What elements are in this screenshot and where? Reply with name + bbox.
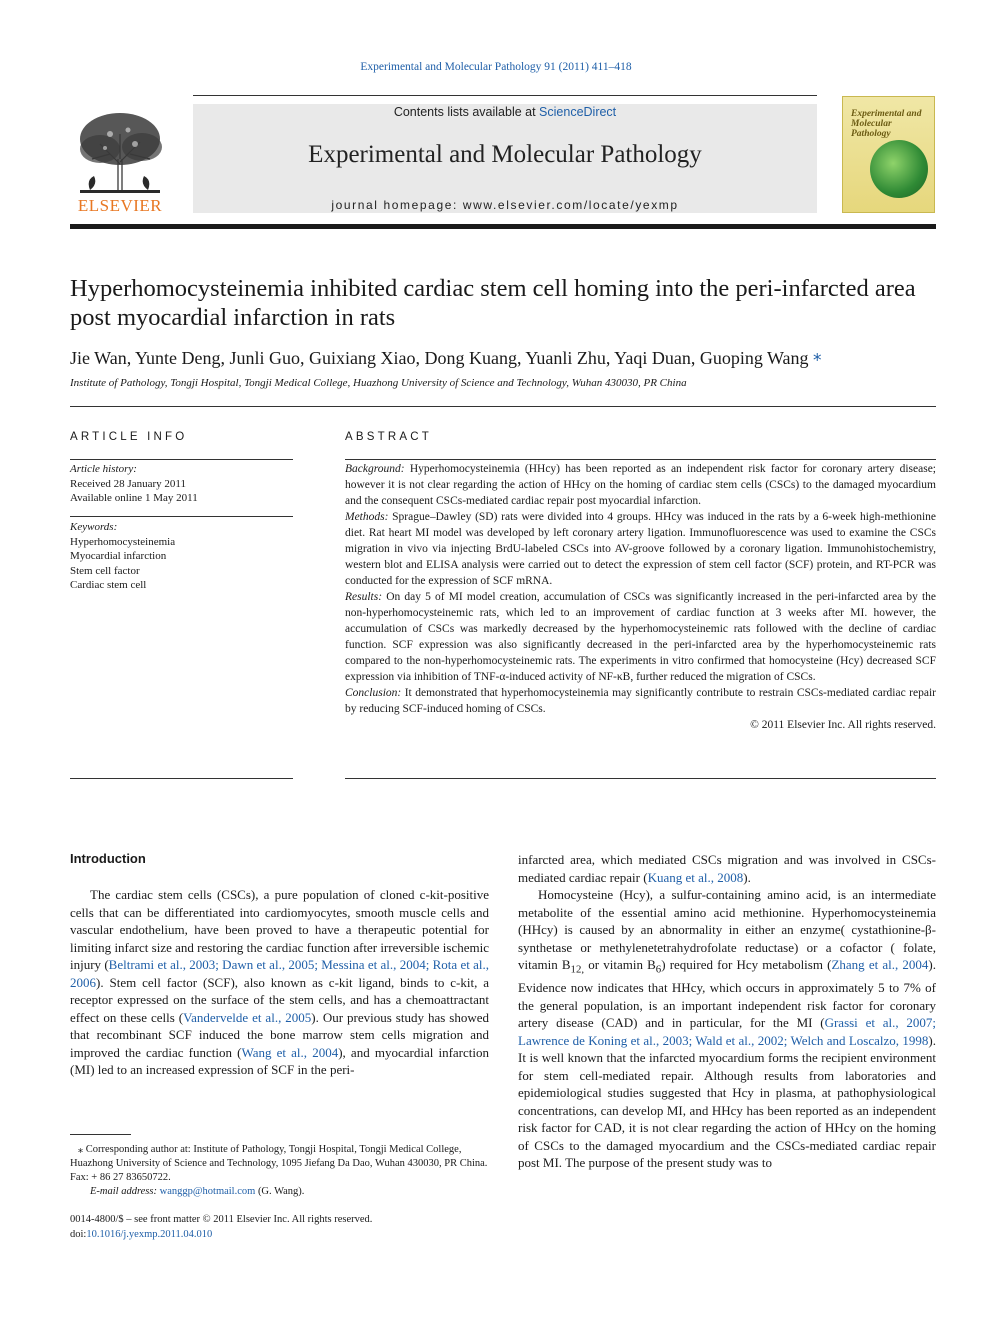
header-thick-rule (70, 224, 936, 229)
keyword: Myocardial infarction (70, 550, 167, 562)
intro-paragraph-2: Homocysteine (Hcy), a sulfur-containing amino acid, is an intermediate metabolite of the essential amino acid methionine. Hyperhomocysteinemia (HHcy) is caused by an abnormality in either an enzyme( cystathionine-β-synthetase or methylenetetrahydrofolate reductase) or a cofactor ( folate, vitamin $B_{12,}$ or vitamin $B_6$) required for Hcy metabolism (Zhang et al., 2004). Evidence now indicates that HHcy, which occurs in approximately 5 to 7% of the general population, is an important independent risk factor for coronary artery disease (CAD) and in particular, for the MI (Grassi et al., 2007; Lawrence de Koning et al., 2003; Wald et al., 2002; Welch and Loscalzo, 1998). It is well known that the infarcted myocardium forms the recipient environment for stem cell-mediated repair. Although results from laboratories and epidemiological studies suggested that Hcy in plasma, at pathophysiological concentrations, can develop MI, and HHcy has been reported as an independent risk factor for CAD, it is not clear regarding the action of HHcy on the homing of CSCs to the damaged myocardium and the CSCs-mediated cardiac repair post MI. The purpose of the present study was to (518, 887, 936, 1171)
article-info-heading: ARTICLE INFO (70, 431, 188, 443)
publisher-name: ELSEVIER (77, 196, 163, 215)
contents-line (193, 105, 817, 119)
contents-prefix: Contents lists available at (393, 105, 540, 119)
citation-link[interactable]: Grassi et al., 2007; Lawrence de Koning et al., 2003; Wald et al., 2002; Welch and Loscalzo, 1998 (518, 1015, 936, 1048)
abstract-copyright: © 2011 Elsevier Inc. All rights reserved. (750, 719, 936, 731)
introduction-heading: Introduction (70, 851, 146, 866)
keywords-block (70, 520, 293, 593)
results-label: Results: (345, 591, 383, 603)
keyword: Hyperhomocysteinemia (70, 535, 176, 548)
keyword: Stem cell factor (70, 564, 140, 577)
journal-homepage[interactable]: journal homepage: www.elsevier.com/locate/yexmp (331, 198, 679, 212)
authors-text: Jie Wan, Yunte Deng, Junli Guo, Guixiang Xiao, Dong Kuang, Yuanli Zhu, Yaqi Duan, Guoping Wang (70, 348, 809, 368)
footnote-rule (70, 1134, 131, 1135)
article-title: Hyperhomocysteinemia inhibited cardiac stem cell homing into the peri-infarcted area post myocardial infarction in rats (70, 275, 916, 331)
received-date: Received 28 January 2011 (70, 477, 186, 490)
abstract-heading: ABSTRACT (345, 431, 432, 443)
abstract-results: Results: On day 5 of MI model creation, accumulation of CSCs was significantly increased in the peri-infarcted area by the non-hyperhomocysteinemic rats, which led to an improvement of cardiac function at 3 weeks after MI. however, the accumulation of CSCs was markedly decreased by the hyperhomocysteinemic rats followed with the decline of cardiac function. SCF expression was also significantly decreased in the peri-infarcted area by the hyperhomocysteinemic rats compared to the non-hyperhomocysteinemic rats. The experiments in vitro confirmed that homocysteine (Hcy) decreased SCF expression via inhibition of TNF-α-induced activity of NF-κB, further reduced the migration of CSCs. (345, 591, 936, 683)
cover-image (870, 140, 928, 198)
abstract-conclusion: Conclusion: It demonstrated that hyperhomocysteinemia may significantly contribute to restrain CSCs-mediated cardiac repair by reducing SCF-induced homing of CSCs. (345, 687, 936, 715)
email-link[interactable]: wanggp@hotmail.com (159, 1186, 256, 1197)
corresponding-footnote (70, 1143, 491, 1199)
citation-link[interactable]: Vandervelde et al., 2005 (183, 1009, 312, 1025)
body-left-column (70, 886, 489, 1079)
available-date: Available online 1 May 2011 (70, 492, 198, 504)
sciencedirect-link[interactable]: ScienceDirect (539, 105, 617, 119)
history-label: Article history: (70, 463, 137, 475)
abstract-background: Background: Hyperhomocysteinemia (HHcy) has been reported as an independent risk factor for coronary artery disease; however it is not clear regarding the action of HHcy on the homing of cardiac stem cells (CSCs) to the damaged myocardium and the consequent CSCs-mediated cardiac repair post myocardial infarction. (345, 463, 936, 507)
keyword: Cardiac stem cell (70, 579, 147, 591)
abstract-rule (345, 459, 936, 460)
body-right-column (518, 851, 936, 1172)
author-list (70, 345, 936, 369)
abstract-methods: Methods: Sprague–Dawley (SD) rats were divided into 4 groups. HHcy was induced in the rats by a 6-week high-methionine diet. Rat heart MI model was developed by left coronary artery ligation. Immunofluorescence was used to examine the CSCs migration in vivo via injecting BrdU-labeled CSCs into AV-groove followed by a coronary ligation. Immunohistochemistry, western blot and ELISA analysis were carried out to detect the expression of stem cell factor (SCF) protein, and RT-PCR was conducted for the expression of SCF mRNA. (345, 511, 936, 587)
journal-citation[interactable]: Experimental and Molecular Pathology 91 (2011) 411–418 (360, 61, 632, 73)
article-info-rule (70, 459, 293, 460)
doi-line: doi:10.1016/j.yexmp.2011.04.010 (70, 1228, 213, 1240)
footnote-email: E-mail address: wanggp@hotmail.com (G. Wang). (90, 1186, 305, 1197)
doi-link[interactable]: 10.1016/j.yexmp.2011.04.010 (86, 1228, 213, 1240)
abstract-body (345, 461, 936, 733)
methods-label: Methods: (345, 511, 389, 523)
intro-paragraph-1-cont: infarcted area, which mediated CSCs migration and was involved in CSCs-mediated cardiac repair (Kuang et al., 2008). (518, 852, 936, 885)
footnote-mark: ⁎ (77, 1144, 84, 1155)
intro-paragraph-1: The cardiac stem cells (CSCs), a pure population of cloned c-kit-positive cells that can be differentiated into cardiomyocytes, smooth muscle cells and vascular endothelium, have been proved to have a therapeutic potential for limiting infarct size and restoring the cardiac function after irreversible ischemic injury (Beltrami et al., 2003; Dawn et al., 2005; Messina et al., 2004; Rota et al., 2006). Stem cell factor (SCF), also known as c-kit ligand, binds to c-kit, a receptor expressed on the surface of the stem cells, and has a chemoattractant effect on these cells (Vandervelde et al., 2005). Our previous study has showed that recombinant SCF induced the bone marrow stem cells migration and improved the cardiac function (Wang et al., 2004), and myocardial infarction (MI) led to an increased expression of SCF in the peri- (70, 887, 490, 1077)
citation-link[interactable]: Kuang et al., 2008 (647, 869, 744, 885)
issn-line: 0014-4800/$ – see front matter © 2011 Elsevier Inc. All rights reserved. (70, 1214, 373, 1225)
cover-title: Experimental and Molecular Pathology (851, 109, 922, 139)
affiliation: Institute of Pathology, Tongji Hospital, Tongji Medical College, Huazhong University of Science and Technology, Wuhan 430030, PR China (70, 377, 687, 389)
background-label: Background: (345, 463, 405, 475)
header-rule (193, 95, 817, 96)
article-history (70, 462, 293, 506)
abstract-bottom-rule (345, 778, 936, 779)
keywords-rule (70, 516, 293, 517)
journal-name: Experimental and Molecular Pathology (308, 141, 702, 168)
title-divider (70, 406, 936, 407)
front-matter (70, 1213, 491, 1242)
article-info-bottom-rule (70, 778, 293, 779)
conclusion-label: Conclusion: (345, 687, 402, 699)
citation-link[interactable]: Beltrami et al., 2003; Dawn et al., 2005; Messina et al., 2004; Rota et al., 2006 (70, 957, 489, 990)
corresponding-author-mark[interactable]: ⁎ (813, 345, 822, 364)
keywords-label: Keywords: (70, 521, 118, 533)
citation-link[interactable]: Zhang et al., 2004 (831, 957, 929, 972)
citation-link[interactable]: Wang et al., 2004 (241, 1044, 339, 1060)
footnote-corresponding: ⁎ Corresponding author at: Institute of Pathology, Tongji Hospital, Tongji Medical College, Huazhong University of Science and Technology, 1095 Jiefang Da Dao, Wuhan 430030, PR China. Fax: + 86 27 83650722. (70, 1144, 488, 1183)
